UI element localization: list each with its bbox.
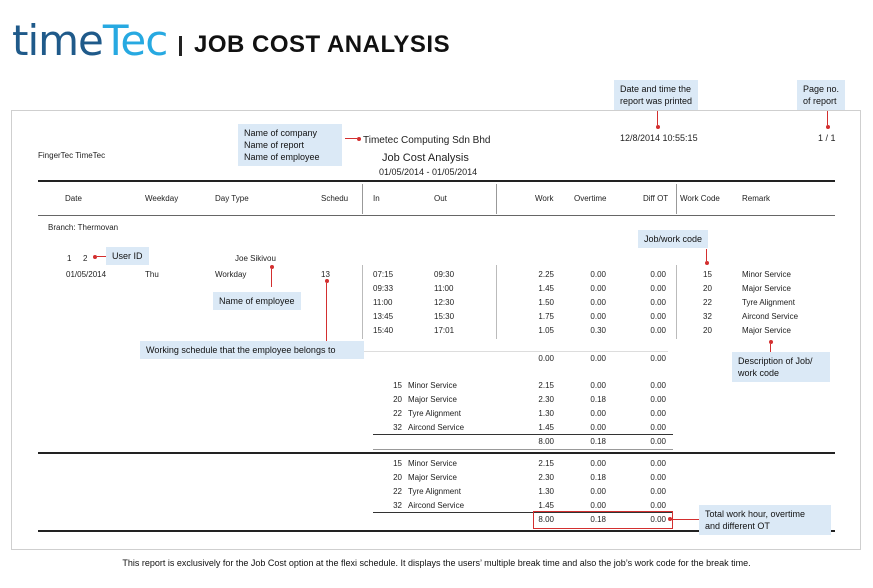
page-number: 1 / 1 <box>818 133 836 143</box>
header-top-rule <box>38 180 835 182</box>
summary-work: 1.45 <box>538 423 554 432</box>
summary-diffot: 0.00 <box>650 395 666 404</box>
summary-name: Minor Service <box>408 459 457 468</box>
col-divider <box>496 265 497 339</box>
row-out: 09:30 <box>434 270 455 279</box>
row-overtime: 0.00 <box>590 312 606 321</box>
row-diffot: 0.00 <box>650 326 666 335</box>
row-work: 2.25 <box>538 270 554 279</box>
marker-line <box>706 249 707 261</box>
summary-code: 22 <box>393 409 402 418</box>
callout-text: of report <box>803 96 837 106</box>
report-name: Job Cost Analysis <box>382 152 469 164</box>
row-out: 17:01 <box>434 326 455 335</box>
row-remark: Minor Service <box>742 270 791 279</box>
col-header-work: Work <box>535 194 554 203</box>
callout-text: report was printed <box>620 96 693 106</box>
summary-diffot: 0.00 <box>650 381 666 390</box>
callout-text: Name of report <box>244 140 305 150</box>
callout-text: Page no. <box>803 84 840 94</box>
summary-work: 1.30 <box>538 409 554 418</box>
row-date: 01/05/2014 <box>66 270 107 279</box>
row-out: 15:30 <box>434 312 455 321</box>
summary-diffot: 0.00 <box>650 473 666 482</box>
employee-name: Joe Sikivou <box>235 254 276 263</box>
grand-total-diffot: 0.00 <box>650 515 666 524</box>
user-id: 2 <box>83 254 88 263</box>
row-diffot: 0.00 <box>650 284 666 293</box>
row-workcode: 20 <box>703 284 712 293</box>
grand-total-highlight <box>533 511 673 529</box>
col-header-overtime: Overtime <box>574 194 607 203</box>
footer-note: This report is exclusively for the Job Cost option at the flexi schedule. It displays the users’ multiple break time and also the job’s work code for the break time. <box>122 558 751 568</box>
col-header-out: Out <box>434 194 447 203</box>
marker-line <box>671 519 701 520</box>
timetec-logo <box>12 16 167 65</box>
summary-overtime: 0.00 <box>590 423 606 432</box>
row-remark: Tyre Alignment <box>742 298 795 307</box>
summary-overtime: 0.00 <box>590 381 606 390</box>
col-header-workcode: Work Code <box>680 194 720 203</box>
row-work: 1.05 <box>538 326 554 335</box>
row-diffot: 0.00 <box>650 270 666 279</box>
summary-name: Tyre Alignment <box>408 487 461 496</box>
col-header-diffot: Diff OT <box>643 194 669 203</box>
printed-datetime: 12/8/2014 10:55:15 <box>620 133 698 143</box>
summary-code: 22 <box>393 487 402 496</box>
row-diffot: 0.00 <box>650 312 666 321</box>
summary-diffot: 0.00 <box>650 409 666 418</box>
marker-dot <box>656 125 660 129</box>
callout-printed-datetime <box>614 80 698 110</box>
summary-total-rule <box>373 434 673 435</box>
grand-total-work: 8.00 <box>538 515 554 524</box>
summary-code: 20 <box>393 473 402 482</box>
summary-diffot: 0.00 <box>650 501 666 510</box>
marker-line <box>271 269 272 287</box>
summary-name: Minor Service <box>408 381 457 390</box>
callout-text: Name of employee <box>219 296 295 306</box>
branch-label: Branch: Thermovan <box>48 223 119 232</box>
row-remark: Major Service <box>742 326 791 335</box>
summary-code: 32 <box>393 423 402 432</box>
col-header-schedule: Schedu <box>321 194 349 203</box>
col-header-remark: Remark <box>742 194 771 203</box>
summary-name: Major Service <box>408 395 457 404</box>
summary-work: 2.15 <box>538 459 554 468</box>
col-divider <box>362 265 363 339</box>
title-separator <box>179 36 182 56</box>
row-remark: Aircond Service <box>742 312 799 321</box>
summary-diffot: 0.00 <box>650 423 666 432</box>
callout-text: and different OT <box>705 521 770 531</box>
day-total-overtime: 0.00 <box>590 354 606 363</box>
summary-work: 2.30 <box>538 473 554 482</box>
summary-total-overtime: 0.18 <box>590 437 606 446</box>
summary-overtime: 0.00 <box>590 487 606 496</box>
marker-dot <box>705 261 709 265</box>
row-weekday: Thu <box>145 270 159 279</box>
row-out: 11:00 <box>434 284 454 293</box>
marker-dot <box>826 125 830 129</box>
col-divider <box>496 184 497 214</box>
report-sheet <box>11 110 861 550</box>
user-id: 1 <box>67 254 72 263</box>
summary-diffot: 0.00 <box>650 459 666 468</box>
row-workcode: 32 <box>703 312 712 321</box>
callout-description <box>732 352 830 382</box>
row-in: 07:15 <box>373 270 394 279</box>
callout-text: Total work hour, overtime <box>705 509 806 519</box>
row-overtime: 0.00 <box>590 284 606 293</box>
callout-text: User ID <box>112 251 143 261</box>
summary-bottom-rule <box>373 449 673 450</box>
summary-overtime: 0.18 <box>590 473 606 482</box>
marker-line <box>827 111 828 125</box>
marker-dot <box>668 517 672 521</box>
marker-dot <box>357 137 361 141</box>
marker-line <box>326 283 327 341</box>
callout-text: work code <box>738 368 780 378</box>
summary-diffot: 0.00 <box>650 487 666 496</box>
col-header-in: In <box>373 194 380 203</box>
callout-schedule <box>140 341 364 359</box>
row-overtime: 0.00 <box>590 298 606 307</box>
row-in: 09:33 <box>373 284 394 293</box>
marker-line <box>345 138 357 139</box>
company-name: Timetec Computing Sdn Bhd <box>363 135 491 146</box>
row-schedule: 13 <box>321 270 330 279</box>
callout-text: Job/work code <box>644 234 703 244</box>
row-work: 1.75 <box>538 312 554 321</box>
summary-code: 32 <box>393 501 402 510</box>
summary-name: Aircond Service <box>408 423 465 432</box>
summary-overtime: 0.18 <box>590 395 606 404</box>
callout-user-id <box>106 247 149 265</box>
section-rule <box>38 452 835 454</box>
col-header-date: Date <box>65 194 82 203</box>
col-header-weekday: Weekday <box>145 194 179 203</box>
callout-text: Description of Job/ <box>738 356 813 366</box>
report-source: FingerTec TimeTec <box>38 151 106 160</box>
row-workcode: 15 <box>703 270 712 279</box>
marker-line <box>657 111 658 125</box>
row-out: 12:30 <box>434 298 455 307</box>
summary-name: Tyre Alignment <box>408 409 461 418</box>
callout-totals <box>699 505 831 535</box>
row-in: 13:45 <box>373 312 394 321</box>
row-overtime: 0.30 <box>590 326 606 335</box>
summary-work: 2.15 <box>538 381 554 390</box>
summary-name: Major Service <box>408 473 457 482</box>
day-total-diffot: 0.00 <box>650 354 666 363</box>
row-diffot: 0.00 <box>650 298 666 307</box>
callout-job-code <box>638 230 708 248</box>
page-title: JOB COST ANALYSIS <box>194 31 451 58</box>
callout-company-report-employee <box>238 124 342 166</box>
logo-text-time: time <box>12 16 103 65</box>
summary-work: 1.30 <box>538 487 554 496</box>
report-date-range: 01/05/2014 - 01/05/2014 <box>379 167 478 177</box>
row-in: 11:00 <box>373 298 393 307</box>
logo-text-tec: Tec <box>102 16 168 65</box>
header-bottom-rule <box>38 215 835 216</box>
row-in: 15:40 <box>373 326 394 335</box>
day-total-work: 0.00 <box>538 354 554 363</box>
row-work: 1.50 <box>538 298 554 307</box>
col-divider <box>676 265 677 339</box>
summary-total-work: 8.00 <box>538 437 554 446</box>
row-work: 1.45 <box>538 284 554 293</box>
row-remark: Major Service <box>742 284 791 293</box>
summary-work: 1.45 <box>538 501 554 510</box>
col-divider <box>362 184 363 214</box>
summary-code: 15 <box>393 381 402 390</box>
summary-code: 15 <box>393 459 402 468</box>
row-workcode: 20 <box>703 326 712 335</box>
callout-page-number <box>797 80 845 110</box>
summary-overtime: 0.00 <box>590 459 606 468</box>
summary-overtime: 0.00 <box>590 501 606 510</box>
row-workcode: 22 <box>703 298 712 307</box>
summary-name: Aircond Service <box>408 501 465 510</box>
callout-text: Working schedule that the employee belongs to <box>146 345 336 355</box>
callout-employee-name <box>213 292 301 310</box>
summary-total-diffot: 0.00 <box>650 437 666 446</box>
callout-text: Name of employee <box>244 152 320 162</box>
row-daytype: Workday <box>215 270 247 279</box>
callout-text: Date and time the <box>620 84 692 94</box>
grand-total-overtime: 0.18 <box>590 515 606 524</box>
col-divider <box>676 184 677 214</box>
row-overtime: 0.00 <box>590 270 606 279</box>
summary-overtime: 0.00 <box>590 409 606 418</box>
col-header-daytype: Day Type <box>215 194 249 203</box>
summary-code: 20 <box>393 395 402 404</box>
summary-work: 2.30 <box>538 395 554 404</box>
callout-text: Name of company <box>244 128 318 138</box>
